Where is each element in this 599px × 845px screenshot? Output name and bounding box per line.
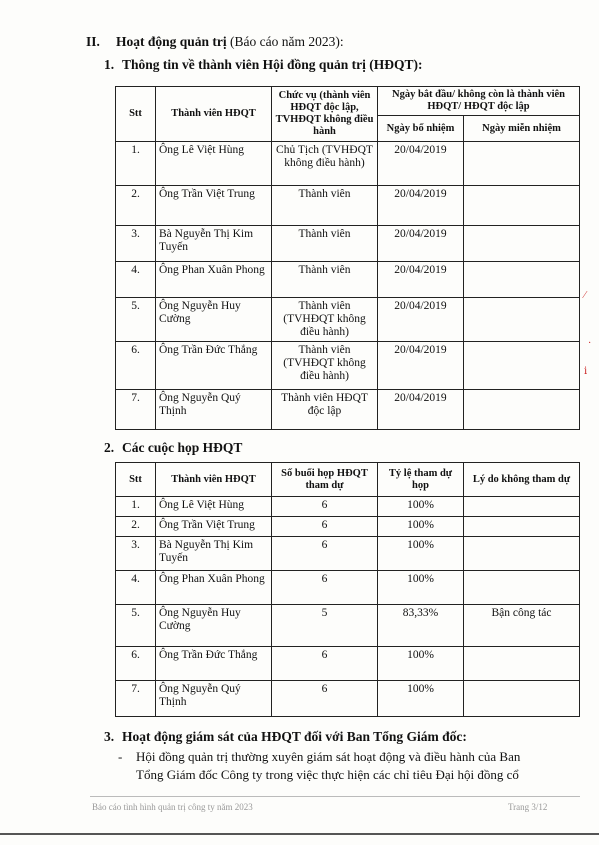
t1-cell-dismissed (464, 390, 580, 430)
section-title: Hoạt động quản trị (116, 34, 227, 49)
t1-cell-stt: 4. (116, 262, 156, 298)
t2-cell-stt: 1. (116, 497, 156, 517)
t2-row (116, 681, 580, 717)
t1-cell-dismissed (464, 298, 580, 342)
t2-cell-reason (464, 517, 580, 537)
t2-header-member: Thành viên HĐQT (156, 463, 272, 497)
t1-cell-position: Thành viên (TVHĐQT không điều hành) (272, 342, 378, 390)
t2-cell-name: Ông Trần Việt Trung (156, 517, 272, 537)
section-heading (86, 34, 344, 50)
t2-cell-stt: 4. (116, 571, 156, 605)
t2-cell-reason (464, 497, 580, 517)
t1-cell-position: Thành viên (TVHĐQT không điều hành) (272, 298, 378, 342)
t2-row (116, 517, 580, 537)
t1-cell-appointed: 20/04/2019 (378, 390, 464, 430)
t1-cell-stt: 1. (116, 142, 156, 186)
t1-cell-position: Thành viên (272, 262, 378, 298)
margin-scan-mark: ⅰ (584, 366, 588, 377)
subsection-3-line-1: Hội đồng quản trị thường xuyên giám sát hoạt động và điều hành của Ban (136, 749, 521, 764)
t1-cell-appointed: 20/04/2019 (378, 226, 464, 262)
t2-cell-meetings: 6 (272, 517, 378, 537)
t1-cell-name: Ông Phan Xuân Phong (156, 262, 272, 298)
t1-cell-name: Ông Lê Việt Hùng (156, 142, 272, 186)
t1-cell-dismissed (464, 342, 580, 390)
t2-row (116, 497, 580, 517)
t2-cell-name: Ông Nguyễn Huy Cường (156, 605, 272, 647)
t2-header-reason: Lý do không tham dự (464, 463, 580, 497)
t2-cell-name: Ông Lê Việt Hùng (156, 497, 272, 517)
t2-cell-name: Bà Nguyễn Thị Kim Tuyến (156, 537, 272, 571)
footer-rule (90, 796, 580, 797)
t2-cell-meetings: 6 (272, 537, 378, 571)
t1-row (116, 342, 580, 390)
t2-body (116, 497, 580, 717)
t1-cell-stt: 2. (116, 186, 156, 226)
t2-cell-reason (464, 537, 580, 571)
t1-cell-name: Ông Trần Đức Thắng (156, 342, 272, 390)
t1-cell-dismissed (464, 142, 580, 186)
section-note: (Báo cáo năm 2023): (226, 34, 344, 49)
margin-scan-mark: · (588, 338, 592, 349)
t2-cell-rate: 100% (378, 571, 464, 605)
t2-header-stt: Stt (116, 463, 156, 497)
subsection-1-heading (104, 57, 422, 73)
t1-cell-appointed: 20/04/2019 (378, 298, 464, 342)
t2-row (116, 571, 580, 605)
t1-row (116, 262, 580, 298)
t1-cell-stt: 3. (116, 226, 156, 262)
t2-cell-rate: 100% (378, 681, 464, 717)
t2-row (116, 537, 580, 571)
t1-header-member: Thành viên HĐQT (156, 87, 272, 142)
t2-cell-meetings: 5 (272, 605, 378, 647)
t2-cell-stt: 6. (116, 647, 156, 681)
t1-cell-name: Bà Nguyễn Thị Kim Tuyến (156, 226, 272, 262)
t2-cell-meetings: 6 (272, 571, 378, 605)
t1-cell-dismissed (464, 226, 580, 262)
t2-cell-reason (464, 647, 580, 681)
t2-cell-reason: Bận công tác (464, 605, 580, 647)
t2-row (116, 647, 580, 681)
t1-row (116, 186, 580, 226)
t2-cell-stt: 2. (116, 517, 156, 537)
t2-cell-stt: 5. (116, 605, 156, 647)
t1-header-position: Chức vụ (thành viên HĐQT độc lập, TVHĐQT không điều hành (272, 87, 378, 142)
board-members-table (115, 86, 580, 430)
t1-row (116, 298, 580, 342)
subsection-1-title: Thông tin về thành viên Hội đồng quản trị (HĐQT): (122, 57, 423, 72)
t1-row (116, 226, 580, 262)
t1-cell-stt: 7. (116, 390, 156, 430)
t2-cell-stt: 7. (116, 681, 156, 717)
t1-cell-position: Thành viên HĐQT độc lập (272, 390, 378, 430)
t1-cell-appointed: 20/04/2019 (378, 262, 464, 298)
t2-cell-reason (464, 681, 580, 717)
t1-cell-position: Chủ Tịch (TVHĐQT không điều hành) (272, 142, 378, 186)
t2-cell-name: Ông Nguyễn Quý Thịnh (156, 681, 272, 717)
t1-cell-name: Ông Nguyễn Huy Cường (156, 298, 272, 342)
t1-cell-appointed: 20/04/2019 (378, 186, 464, 226)
t2-cell-reason (464, 571, 580, 605)
t2-cell-name: Ông Phan Xuân Phong (156, 571, 272, 605)
t2-cell-meetings: 6 (272, 681, 378, 717)
t1-header-dates-group: Ngày bắt đầu/ không còn là thành viên HĐQT/ HĐQT độc lập (378, 87, 580, 116)
t2-cell-rate: 100% (378, 497, 464, 517)
t1-header-stt: Stt (116, 87, 156, 142)
subsection-1-number: 1. (104, 57, 115, 72)
subsection-2-number: 2. (104, 440, 115, 455)
t2-header-meetings: Số buổi họp HĐQT tham dự (272, 463, 378, 497)
subsection-2-heading (104, 440, 242, 456)
t1-row (116, 142, 580, 186)
t1-row (116, 390, 580, 430)
t2-cell-name: Ông Trần Đức Thắng (156, 647, 272, 681)
t2-header-rate: Tỷ lệ tham dự họp (378, 463, 464, 497)
t2-cell-rate: 83,33% (378, 605, 464, 647)
section-number: II. (86, 34, 100, 49)
t1-cell-position: Thành viên (272, 186, 378, 226)
t1-body (116, 142, 580, 430)
subsection-3-bullet: - (118, 749, 123, 764)
margin-scan-mark: ⁄ (584, 290, 586, 301)
t1-cell-stt: 5. (116, 298, 156, 342)
subsection-3-number: 3. (104, 729, 115, 744)
t2-cell-rate: 100% (378, 647, 464, 681)
t2-cell-meetings: 6 (272, 647, 378, 681)
t1-cell-dismissed (464, 262, 580, 298)
t1-cell-name: Ông Trần Việt Trung (156, 186, 272, 226)
t1-cell-dismissed (464, 186, 580, 226)
t2-row (116, 605, 580, 647)
board-meetings-table (115, 462, 580, 717)
t1-cell-position: Thành viên (272, 226, 378, 262)
subsection-2-title: Các cuộc họp HĐQT (122, 440, 243, 455)
footer-left-text: Báo cáo tình hình quản trị công ty năm 2023 (92, 802, 253, 812)
footer-page-number: Trang 3/12 (508, 802, 548, 812)
subsection-3-line-2: Tổng Giám đốc Công ty trong việc thực hiện các chỉ tiêu Đại hội đồng cổ (136, 767, 519, 782)
t2-cell-meetings: 6 (272, 497, 378, 517)
subsection-3-heading (104, 729, 467, 745)
subsection-3-title: Hoạt động giám sát của HĐQT đối với Ban Tổng Giám đốc: (122, 729, 467, 744)
t2-cell-rate: 100% (378, 517, 464, 537)
t1-header-dismissed: Ngày miễn nhiệm (464, 116, 580, 142)
bottom-edge (0, 833, 599, 835)
t2-cell-stt: 3. (116, 537, 156, 571)
t2-cell-rate: 100% (378, 537, 464, 571)
t1-cell-appointed: 20/04/2019 (378, 142, 464, 186)
t1-cell-appointed: 20/04/2019 (378, 342, 464, 390)
t1-cell-name: Ông Nguyễn Quý Thịnh (156, 390, 272, 430)
t1-header-appointed: Ngày bổ nhiệm (378, 116, 464, 142)
t1-cell-stt: 6. (116, 342, 156, 390)
